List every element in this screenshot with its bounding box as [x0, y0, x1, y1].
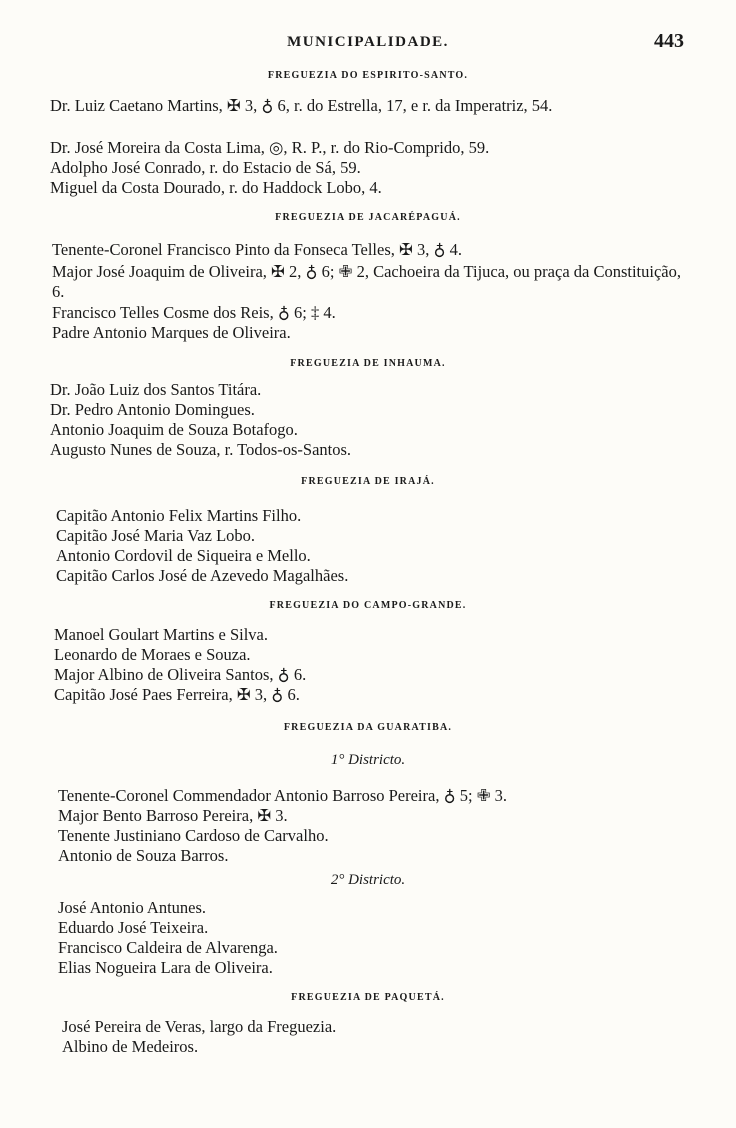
- entry: Manoel Goulart Martins e Silva.: [54, 625, 269, 644]
- entry: Capitão Antonio Felix Martins Filho.: [56, 506, 302, 525]
- entry: Capitão José Maria Vaz Lobo.: [56, 526, 256, 545]
- entry: Capitão Carlos José de Azevedo Magalhães.: [56, 566, 349, 585]
- entry: Dr. José Moreira da Costa Lima, ◎, R. P., r. do Rio-Comprido, 59.: [50, 138, 490, 157]
- entry: Antonio Cordovil de Siqueira e Mello.: [56, 546, 311, 565]
- entry: Eduardo José Teixeira.: [58, 918, 209, 937]
- section-title-jacarepagua: FREGUEZIA DE JACARÉPAGUÁ.: [275, 212, 461, 223]
- entry-text: Major José Joaquim de Oliveira, ✠ 2, ♁ 6; ✙ 2, Cachoeira da Tijuca, ou praça da Constituição, 6.: [52, 262, 681, 301]
- entry: Dr. Pedro Antonio Domingues.: [50, 400, 255, 419]
- section-title-paqueta: FREGUEZIA DE PAQUETÁ.: [291, 992, 445, 1003]
- section-title-guaratiba: FREGUEZIA DA GUARATIBA.: [283, 722, 453, 733]
- page-header: [0, 30, 736, 60]
- entry: Capitão José Paes Ferreira, ✠ 3, ♁ 6.: [54, 685, 300, 704]
- entry: José Antonio Antunes.: [58, 898, 207, 917]
- entry: Tenente-Coronel Francisco Pinto da Fonseca Telles, ✠ 3, ♁ 4.: [52, 240, 463, 259]
- entry: Antonio de Souza Barros.: [58, 846, 229, 865]
- entry: Antonio Joaquim de Souza Botafogo.: [50, 420, 298, 439]
- entry: Padre Antonio Marques de Oliveira.: [52, 323, 291, 342]
- district-title: 1° Districto.: [330, 752, 406, 768]
- entry: Adolpho José Conrado, r. do Estacio de Sá, 59.: [50, 158, 361, 177]
- entry: Major Albino de Oliveira Santos, ♁ 6.: [54, 665, 307, 684]
- section-title-campo-grande: FREGUEZIA DO CAMPO-GRANDE.: [269, 600, 467, 611]
- entry: [50, 96, 690, 116]
- entry: Major Bento Barroso Pereira, ✠ 3.: [58, 806, 288, 825]
- entry: Francisco Caldeira de Alvarenga.: [58, 938, 278, 957]
- district-title: 2° Districto.: [330, 872, 406, 888]
- entry: Miguel da Costa Dourado, r. do Haddock Lobo, 4.: [50, 178, 382, 197]
- running-title: MUNICIPALIDADE.: [287, 34, 449, 50]
- entry: Francisco Telles Cosme dos Reis, ♁ 6; ‡ 4.: [52, 303, 336, 322]
- entry: Elias Nogueira Lara de Oliveira.: [58, 958, 273, 977]
- page-number: 443: [654, 30, 684, 52]
- section-title-iraja: FREGUEZIA DE IRAJÁ.: [301, 476, 435, 487]
- entry: [52, 262, 692, 302]
- section-title-inhauma: FREGUEZIA DE INHAUMA.: [290, 358, 446, 369]
- entry: Tenente Justiniano Cardoso de Carvalho.: [58, 826, 329, 845]
- entry: Albino de Medeiros.: [62, 1037, 199, 1056]
- entry: Dr. João Luiz dos Santos Titára.: [50, 380, 262, 399]
- section-title-espirito-santo: FREGUEZIA DO ESPIRITO-SANTO.: [267, 70, 469, 81]
- entry-text: Dr. Luiz Caetano Martins, ✠ 3, ♁ 6, r. do Estrella, 17, e r. da Imperatriz, 54.: [50, 96, 553, 115]
- entry: José Pereira de Veras, largo da Freguezia.: [62, 1017, 337, 1036]
- entry: Augusto Nunes de Souza, r. Todos-os-Santos.: [50, 440, 352, 459]
- entry: Leonardo de Moraes e Souza.: [54, 645, 251, 664]
- entry: Tenente-Coronel Commendador Antonio Barroso Pereira, ♁ 5; ✙ 3.: [58, 786, 508, 805]
